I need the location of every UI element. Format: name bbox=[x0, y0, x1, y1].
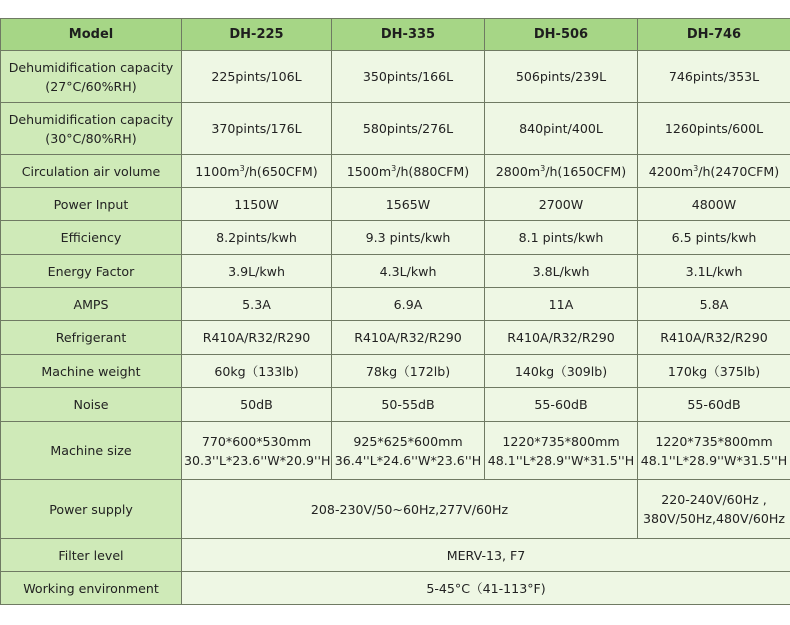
cell-value bbox=[182, 422, 332, 480]
row-label bbox=[1, 103, 182, 155]
header-model-dh746: DH-746 bbox=[638, 19, 790, 51]
row-label: Machine weight bbox=[1, 355, 182, 388]
header-model-dh225: DH-225 bbox=[182, 19, 332, 51]
header-model-label: Model bbox=[1, 19, 182, 51]
cell-value: 78kg（172lb) bbox=[332, 355, 485, 388]
row-label: Power supply bbox=[1, 480, 182, 539]
label-line1: Dehumidification capacity bbox=[8, 59, 174, 75]
row-filter-level bbox=[1, 539, 790, 572]
cell-value: 1260pints/600L bbox=[638, 103, 790, 155]
row-label: Power Input bbox=[1, 188, 182, 221]
row-machine-size bbox=[1, 422, 790, 480]
power-supply-line2: 380V/50Hz,480V/60Hz bbox=[642, 511, 785, 526]
cell-value: 3.9L/kwh bbox=[182, 255, 332, 288]
spec-table bbox=[0, 18, 790, 605]
label-line2: (27°C/60%RH) bbox=[45, 78, 137, 94]
row-label: Efficiency bbox=[1, 221, 182, 255]
cell-value: 4.3L/kwh bbox=[332, 255, 485, 288]
cell-value: $1500m^3/h(880CFM)$ bbox=[332, 155, 485, 188]
row-energy-factor bbox=[1, 255, 790, 288]
row-label: Refrigerant bbox=[1, 321, 182, 355]
cell-value bbox=[638, 480, 790, 539]
row-noise bbox=[1, 388, 790, 422]
cell-value: 5.3A bbox=[182, 288, 332, 321]
size-mm: 770*600*530mm bbox=[201, 433, 312, 449]
cell-value: 50-55dB bbox=[332, 388, 485, 422]
row-dehumidification-30 bbox=[1, 103, 790, 155]
cell-value: 60kg（133lb) bbox=[182, 355, 332, 388]
size-mm: 925*625*600mm bbox=[353, 433, 463, 449]
cell-value: 6.5 pints/kwh bbox=[638, 221, 790, 255]
row-efficiency bbox=[1, 221, 790, 255]
header-row bbox=[1, 19, 790, 51]
cell-value: 370pints/176L bbox=[182, 103, 332, 155]
power-supply-line1: 220-240V/60Hz , bbox=[661, 492, 767, 507]
size-mm: 1220*735*800mm bbox=[655, 433, 773, 449]
cell-value-merged: MERV-13, F7 bbox=[182, 539, 790, 572]
row-label: AMPS bbox=[1, 288, 182, 321]
row-circulation-air-volume bbox=[1, 155, 790, 188]
row-dehumidification-27 bbox=[1, 51, 790, 103]
cell-value: 170kg（375lb) bbox=[638, 355, 790, 388]
size-inch: 30.3''L*23.6''W*20.9''H bbox=[184, 452, 331, 468]
header-model-dh506: DH-506 bbox=[485, 19, 638, 51]
cell-value: 506pints/239L bbox=[485, 51, 638, 103]
cell-value: 3.8L/kwh bbox=[485, 255, 638, 288]
size-inch: 48.1''L*28.9''W*31.5''H bbox=[487, 452, 635, 468]
row-label: Circulation air volume bbox=[1, 155, 182, 188]
row-amps bbox=[1, 288, 790, 321]
cell-value: 8.2pints/kwh bbox=[182, 221, 332, 255]
row-machine-weight bbox=[1, 355, 790, 388]
cell-value: 1565W bbox=[332, 188, 485, 221]
cell-value: 8.1 pints/kwh bbox=[485, 221, 638, 255]
row-label: Noise bbox=[1, 388, 182, 422]
size-inch: 48.1''L*28.9''W*31.5''H bbox=[640, 452, 788, 468]
cell-value: 50dB bbox=[182, 388, 332, 422]
row-label: Energy Factor bbox=[1, 255, 182, 288]
cell-value: $2800m^3/h(1650CFM)$ bbox=[485, 155, 638, 188]
cell-value: $1100m^3/h(650CFM)$ bbox=[182, 155, 332, 188]
cell-value: R410A/R32/R290 bbox=[485, 321, 638, 355]
cell-value: $4200m^3/h(2470CFM)$ bbox=[638, 155, 790, 188]
cell-value: 3.1L/kwh bbox=[638, 255, 790, 288]
cell-value: 225pints/106L bbox=[182, 51, 332, 103]
cell-value: 4800W bbox=[638, 188, 790, 221]
label-line1: Dehumidification capacity bbox=[8, 111, 174, 127]
cell-value-merged: 5-45°C（41-113°F) bbox=[182, 572, 790, 605]
row-label: Machine size bbox=[1, 422, 182, 480]
cell-value: 55-60dB bbox=[638, 388, 790, 422]
cell-value: 840pint/400L bbox=[485, 103, 638, 155]
cell-value-merged: 208-230V/50~60Hz,277V/60Hz bbox=[182, 480, 638, 539]
cell-value: 580pints/276L bbox=[332, 103, 485, 155]
label-line2: (30°C/80%RH) bbox=[45, 130, 137, 146]
row-label: Filter level bbox=[1, 539, 182, 572]
row-power-supply bbox=[1, 480, 790, 539]
cell-value bbox=[638, 422, 790, 480]
cell-value: 2700W bbox=[485, 188, 638, 221]
row-label bbox=[1, 51, 182, 103]
cell-value: 6.9A bbox=[332, 288, 485, 321]
cell-value bbox=[485, 422, 638, 480]
cell-value: R410A/R32/R290 bbox=[182, 321, 332, 355]
cell-value: 55-60dB bbox=[485, 388, 638, 422]
cell-value: R410A/R32/R290 bbox=[638, 321, 790, 355]
cell-value: 140kg（309lb) bbox=[485, 355, 638, 388]
row-label: Working environment bbox=[1, 572, 182, 605]
size-inch: 36.4''L*24.6''W*23.6''H bbox=[334, 452, 482, 468]
cell-value bbox=[332, 422, 485, 480]
header-model-dh335: DH-335 bbox=[332, 19, 485, 51]
row-power-input bbox=[1, 188, 790, 221]
cell-value: 1150W bbox=[182, 188, 332, 221]
row-working-environment bbox=[1, 572, 790, 605]
cell-value: R410A/R32/R290 bbox=[332, 321, 485, 355]
cell-value: 9.3 pints/kwh bbox=[332, 221, 485, 255]
cell-value: 746pints/353L bbox=[638, 51, 790, 103]
cell-value: 5.8A bbox=[638, 288, 790, 321]
row-refrigerant bbox=[1, 321, 790, 355]
cell-value: 11A bbox=[485, 288, 638, 321]
size-mm: 1220*735*800mm bbox=[502, 433, 620, 449]
cell-value: 350pints/166L bbox=[332, 51, 485, 103]
